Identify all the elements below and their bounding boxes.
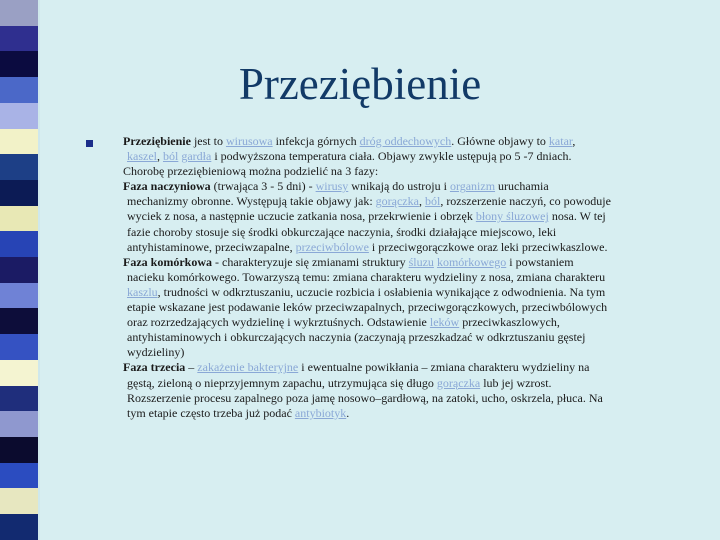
text-run: Chorobę przeziębieniową można podzielić na 3 fazy: [123, 164, 379, 179]
text-run: przeciwkaszlowych, [459, 315, 560, 330]
hyperlink[interactable]: kaszlu [127, 284, 158, 299]
text-run: mechanizmy obronne. Występują takie objawy jak: [127, 194, 376, 209]
stripe-band [0, 26, 38, 52]
hyperlink[interactable]: ból [424, 194, 441, 209]
text-run: etapie wskazane jest podawanie leków przeciwzapalnych, przeciwgorączkowych, przeciwbólowych [127, 300, 608, 315]
stripe-band [0, 334, 38, 360]
bold-term: Faza naczyniowa [123, 179, 211, 194]
text-run: . Główne objawy to [451, 134, 549, 148]
text-line [123, 300, 698, 315]
text-line [123, 391, 698, 406]
hyperlink[interactable]: katar [548, 134, 573, 148]
text-line [123, 255, 698, 270]
hyperlink[interactable]: wirusowa [225, 134, 273, 148]
text-run: wyciek z nosa, a następnie uczucie zatkania nosa, przekrwienie i obrzęk [127, 209, 476, 224]
hyperlink[interactable]: kaszel [127, 149, 157, 164]
stripe-band [0, 514, 38, 540]
hyperlink[interactable]: gorączka [436, 375, 481, 390]
text-run: infekcja górnych [272, 134, 360, 148]
text-run: tym etapie często trzeba już podać [127, 405, 295, 420]
text-run: , [572, 134, 576, 148]
text-run: i przeciwgorączkowe oraz leki przeciwkaszlowe. [368, 239, 608, 254]
stripe-band [0, 180, 38, 206]
text-line [123, 285, 698, 300]
text-run: nacieku komórkowego. Towarzyszą temu: zmiana charakteru wydzieliny z nosa, zmiana charakteru [127, 269, 606, 284]
square-bullet-icon [86, 140, 93, 147]
text-run: (trwająca 3 - 5 dni) - [210, 179, 316, 194]
text-run: . [346, 405, 350, 420]
text-run: - charakteryzuje się zmianami struktury [212, 254, 409, 269]
stripe-band [0, 257, 38, 283]
hyperlink[interactable]: błony śluzowej [475, 209, 549, 224]
stripe-band [0, 154, 38, 180]
stripe-band [0, 386, 38, 412]
text-run: nosa. W tej [548, 209, 606, 224]
text-line [123, 330, 698, 345]
text-line [123, 209, 698, 224]
bold-term: Przeziębienie [123, 134, 191, 148]
stripe-band [0, 129, 38, 155]
hyperlink[interactable]: śluzu [408, 254, 434, 269]
hyperlink[interactable]: zakażenie bakteryjne [197, 360, 299, 375]
stripe-band [0, 308, 38, 334]
text-line [123, 179, 698, 194]
slide-title: Przeziębienie [238, 59, 482, 109]
text-line [123, 194, 698, 209]
hyperlink[interactable]: leków [429, 315, 460, 330]
text-run: wydzieliny) [127, 345, 185, 360]
bold-term: Faza komórkowa [123, 254, 212, 269]
bold-term: Faza trzecia [123, 360, 186, 375]
hyperlink[interactable]: przeciwbólowe [295, 239, 369, 254]
hyperlink[interactable]: wirusy [315, 179, 349, 194]
text-run: – [185, 360, 198, 375]
text-line [123, 270, 698, 285]
text-run: i ewentualne powikłania – zmiana charakteru wydzieliny na [298, 360, 590, 375]
text-line [123, 345, 698, 360]
text-run: antyhistaminowe, przeciwzapalne, [127, 239, 296, 254]
text-line [123, 225, 698, 240]
text-line [123, 406, 698, 421]
hyperlink[interactable]: gardła [181, 149, 212, 164]
text-line [123, 164, 698, 179]
text-run: jest to [190, 134, 226, 148]
stripe-band [0, 437, 38, 463]
stripe-band [0, 0, 38, 26]
hyperlink[interactable]: gorączka [375, 194, 419, 209]
stripe-band [0, 463, 38, 489]
hyperlink[interactable]: organizm [449, 179, 496, 194]
slide-body-text [123, 134, 698, 421]
text-line [123, 360, 698, 375]
hyperlink[interactable]: ból [162, 149, 179, 164]
stripe-band [0, 360, 38, 386]
hyperlink[interactable]: antybiotyk [294, 405, 347, 420]
text-run: Rozszerzenie procesu zapalnego poza jamę nosowo–gardłową, na zatoki, ucho, oskrzela, płuca. Na [127, 390, 603, 405]
text-line [123, 376, 698, 391]
text-run: , [156, 149, 163, 164]
stripe-band [0, 283, 38, 309]
text-run: gęstą, zieloną o nieprzyjemnym zapachu, utrzymująca się długo [127, 375, 437, 390]
stripe-band [0, 488, 38, 514]
text-run: oraz rozrzedzających wydzielinę i wykrztuśnych. Odstawienie [127, 315, 430, 330]
text-line [123, 315, 698, 330]
hyperlink[interactable]: komórkowego [436, 254, 507, 269]
text-run: , trudności w odkrztuszaniu, uczucie rozbicia i osłabienia wynikające z odwodnienia. Na tym [157, 284, 606, 299]
text-line [123, 134, 698, 149]
hyperlink[interactable]: dróg oddechowych [359, 134, 452, 148]
text-run: , [418, 194, 425, 209]
text-run: antyhistaminowych i obkurczających naczynia (zaczynają przeszkadzać w odkrztuszaniu gęstej [127, 330, 586, 345]
text-run: wnikają do ustroju i [348, 179, 450, 194]
text-run: lub jej wzrost. [480, 375, 552, 390]
stripe-band [0, 231, 38, 257]
text-run: fazie choroby stosuje się środki obkurczające naczynia, środki działające miejscowo, leki [127, 224, 557, 239]
text-line [123, 240, 698, 255]
text-run: , rozszerzenie naczyń, co powoduje [440, 194, 611, 209]
text-run: uruchamia [495, 179, 549, 194]
text-line [123, 149, 698, 164]
text-run: i powstaniem [506, 254, 574, 269]
stripe-band [0, 206, 38, 232]
stripe-band [0, 411, 38, 437]
text-run: i podwyższona temperatura ciała. Objawy zwykle ustępują po 5 -7 dniach. [211, 149, 572, 164]
